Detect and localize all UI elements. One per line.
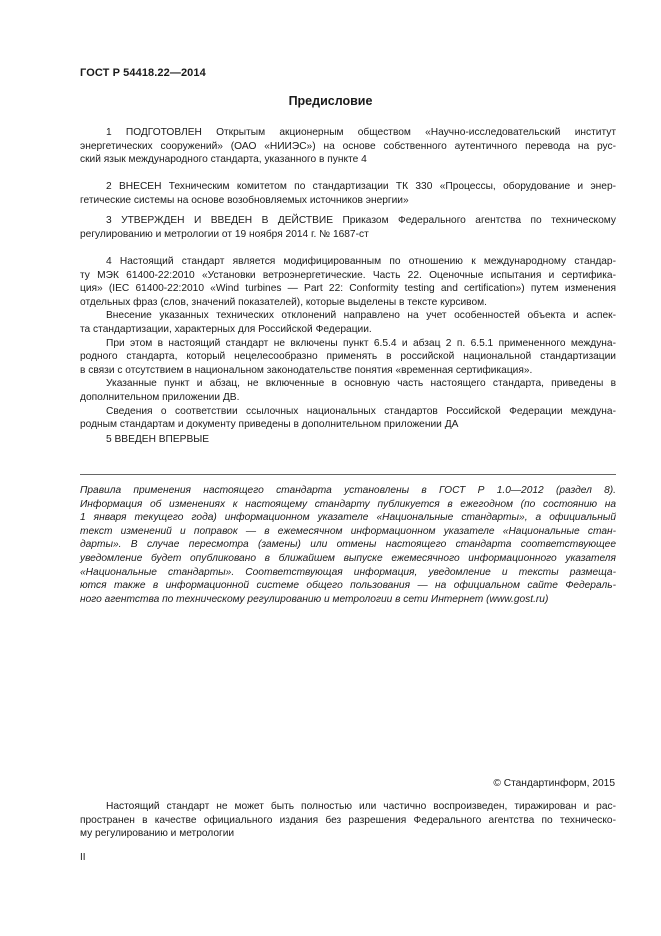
notice-line: уведомление будет опубликовано в ближайшем выпуске ежемесячного информационного указателя	[80, 552, 616, 564]
section-2	[80, 180, 616, 207]
section-5	[80, 433, 616, 447]
section-4-line: Указанные пункт и абзац, не включенные в основную часть настоящего стандарта, приведены в	[106, 378, 616, 390]
notice-line: «Национальные стандарты». Соответствующая информация, уведомление и тексты размеща-	[80, 566, 616, 578]
notice-line: 1 января текущего года) информационном указателе «Национальные стандарты», а официальный	[80, 512, 616, 524]
section-4-line: та стандартизации, характерных для Российской Федерации.	[80, 323, 372, 335]
notice-line: текст изменений и поправок — в ежемесячном информационном указателе «Национальные стан-	[80, 525, 616, 537]
notice-line: Правила применения настоящего стандарта установлены в ГОСТ Р 1.0—2012 (раздел 8).	[80, 485, 616, 496]
section-2-line: 2 ВНЕСЕН Техническим комитетом по стандартизации ТК 330 «Процессы, оборудование и энер-	[106, 181, 616, 192]
section-4-line: дополнительном приложении ДВ.	[80, 391, 240, 403]
reproduction-notice-line: Настоящий стандарт не может быть полностью или частично воспроизведен, тиражирован и рас-	[106, 801, 616, 812]
section-5-line: 5 ВВЕДЕН ВПЕРВЫЕ	[106, 434, 210, 445]
section-3-line: регулированию и метрологии от 19 ноября 2014 г. № 1687-ст	[80, 228, 369, 240]
page-title: Предисловие	[288, 94, 373, 108]
notice-line: ного агентства по техническому регулированию и метрологии в сети Интернет (www.gost.ru)	[80, 593, 549, 605]
page-number: II	[80, 852, 86, 863]
section-4	[80, 255, 616, 432]
section-4-line: Сведения о соответствии ссылочных национальных стандартов Российской Федерации междуна-	[106, 405, 616, 417]
section-4-line: 4 Настоящий стандарт является модифицированным по отношению к международному стандар-	[106, 256, 616, 267]
section-1	[80, 126, 616, 167]
notice-block	[80, 484, 616, 606]
section-1-line: 1 ПОДГОТОВЛЕН Открытым акционерным обществом «Научно-исследовательский институт	[106, 127, 616, 138]
reproduction-notice-line: пространен в качестве официального издания без разрешения Федерального агентства по техническо-	[80, 814, 616, 826]
notice-line: дарты». В случае пересмотра (замены) или отмены настоящего стандарта соответствующее	[80, 539, 616, 551]
section-4-line: ция» (IEC 61400-22:2010 «Wind turbines — Part 22: Conformity testing and certification») путем изменения	[80, 283, 616, 295]
reproduction-notice	[80, 800, 616, 841]
section-4-line: родным стандартам и документу приведены в дополнительном приложении ДА	[80, 419, 459, 431]
section-4-line: ту МЭК 61400-22:2010 «Установки ветроэнергетические. Часть 22. Оценочные испытания и сертифика-	[80, 269, 616, 281]
reproduction-notice-line: му регулированию и метрологии	[80, 828, 235, 840]
section-1-line: энергетических сооружений» (ОАО «НИИЭС») на основе собственного аутентичного перевода на рус-	[80, 140, 616, 152]
copyright-notice: © Стандартинформ, 2015	[493, 778, 615, 789]
notice-line: Информация об изменениях к настоящему стандарту публикуется в ежегодном (по состоянию на	[80, 498, 616, 510]
section-3-line: 3 УТВЕРЖДЕН И ВВЕДЕН В ДЕЙСТВИЕ Приказом Федерального агентства по техническому	[106, 215, 616, 226]
section-3	[80, 214, 616, 241]
document-id: ГОСТ Р 54418.22—2014	[80, 67, 206, 79]
section-4-line: родного стандарта, который нецелесообразно применять в российской национальной стандартизации	[80, 351, 616, 363]
section-4-line: Внесение указанных технических отклонений направлено на учет особенностей объекта и аспек-	[106, 310, 616, 322]
section-2-line: гетические системы на основе возобновляемых источников энергии»	[80, 194, 409, 206]
section-1-line: ский язык международного стандарта, указанного в пункте 4	[80, 154, 367, 166]
section-4-line: отдельных фраз (слов, значений показателей), которые выделены в тексте курсивом.	[80, 296, 487, 308]
notice-line: ются также в информационной системе общего пользования — на официальном сайте Федераль-	[80, 580, 616, 592]
section-4-line: При этом в настоящий стандарт не включены пункт 6.5.4 и абзац 2 п. 6.5.1 примененного междуна-	[106, 337, 616, 349]
notice-divider	[80, 474, 616, 475]
section-4-line: в связи с отсутствием в национальном законодательстве понятия «временная сертификация».	[80, 364, 533, 376]
